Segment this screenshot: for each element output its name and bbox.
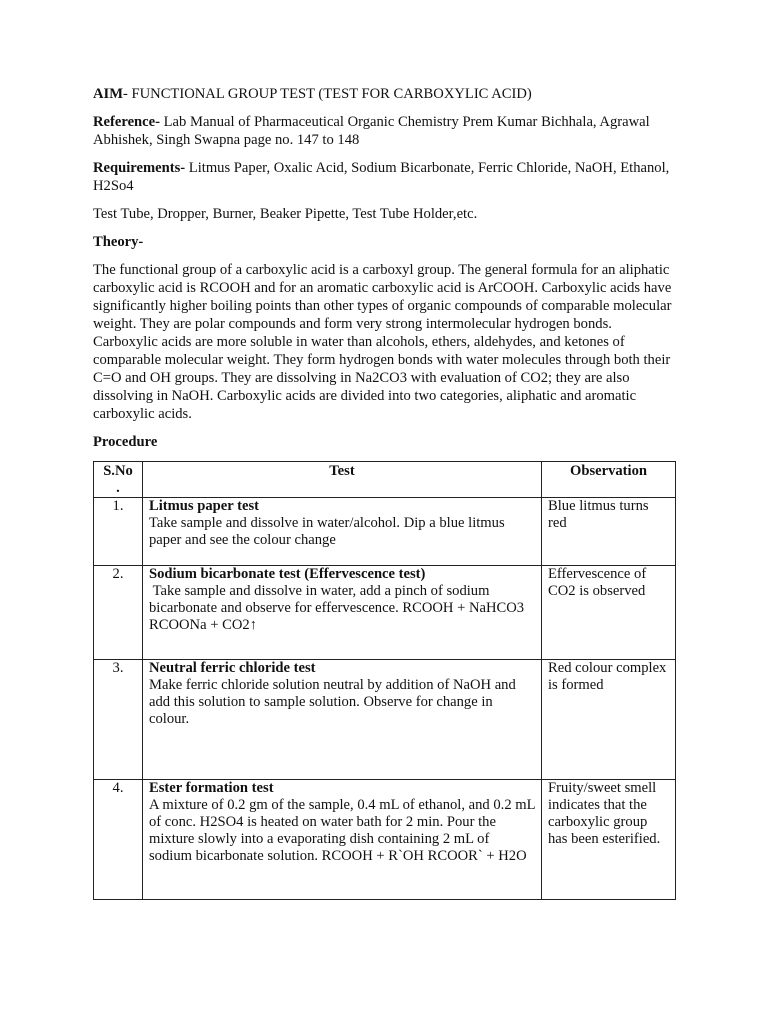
row-sno: 1. bbox=[94, 498, 143, 566]
document-page bbox=[93, 85, 675, 900]
row-observation: Blue litmus turns red bbox=[542, 498, 676, 566]
row-test bbox=[143, 780, 542, 900]
table-row bbox=[94, 566, 676, 660]
row-sno: 2. bbox=[94, 566, 143, 660]
row-test bbox=[143, 498, 542, 566]
requirements-line bbox=[93, 159, 675, 195]
test-title: Sodium bicarbonate test (Effervescence test) bbox=[149, 566, 426, 582]
procedure-table bbox=[93, 461, 676, 900]
table-header-row bbox=[94, 462, 676, 498]
reference-line bbox=[93, 113, 675, 149]
column-header-sno: S.No . bbox=[94, 462, 143, 498]
table-row bbox=[94, 780, 676, 900]
test-title: Ester formation test bbox=[149, 780, 274, 796]
test-description: Take sample and dissolve in water, add a pinch of sodium bicarbonate and observe for effervescence. RCOOH + NaHCO3 RCOONa + CO2↑ bbox=[149, 583, 528, 633]
reference-label: Reference- bbox=[93, 114, 160, 130]
row-sno: 3. bbox=[94, 660, 143, 780]
row-sno: 4. bbox=[94, 780, 143, 900]
column-header-test: Test bbox=[143, 462, 542, 498]
reference-text: Lab Manual of Pharmaceutical Organic Chemistry Prem Kumar Bichhala, Agrawal Abhishek, Singh Swapna page no. 147 to 148 bbox=[93, 114, 650, 148]
theory-text: The functional group of a carboxylic acid is a carboxyl group. The general formula for an aliphatic carboxylic acid is RCOOH and for an aromatic carboxylic acid is ArCOOH. Carboxylic acids have significantly higher boiling points than other types of organic compounds of comparable molecular weight. They are polar compounds and form very strong intermolecular hydrogen bonds. Carboxylic acids are more soluble in water than alcohols, ethers, aldehydes, and ketones of comparable molecular weight. They form hydrogen bonds with water molecules through both their C=O and OH groups. They are dissolving in Na2CO3 with evaluation of CO2; they are also dissolving in NaOH. Carboxylic acids are divided into two categories, aliphatic and aromatic carboxylic acids. bbox=[93, 262, 672, 422]
aim-text: - FUNCTIONAL GROUP TEST (TEST FOR CARBOXYLIC ACID) bbox=[123, 86, 532, 102]
row-test bbox=[143, 566, 542, 660]
test-title: Neutral ferric chloride test bbox=[149, 660, 316, 676]
test-description: Take sample and dissolve in water/alcohol. Dip a blue litmus paper and see the colour change bbox=[149, 515, 505, 548]
aim-label: AIM bbox=[93, 86, 123, 102]
row-observation: Fruity/sweet smell indicates that the carboxylic group has been esterified. bbox=[542, 780, 676, 900]
theory-heading: Theory- bbox=[93, 234, 144, 250]
row-test bbox=[143, 660, 542, 780]
aim-line bbox=[93, 85, 675, 103]
column-header-observation: Observation bbox=[542, 462, 676, 498]
table-row bbox=[94, 660, 676, 780]
procedure-heading: Procedure bbox=[93, 434, 158, 450]
test-description: Make ferric chloride solution neutral by addition of NaOH and add this solution to sample solution. Observe for change in colour. bbox=[149, 677, 516, 727]
requirements-label: Requirements- bbox=[93, 160, 186, 176]
row-observation: Effervescence of CO2 is observed bbox=[542, 566, 676, 660]
requirements-text: Litmus Paper, Oxalic Acid, Sodium Bicarbonate, Ferric Chloride, NaOH, Ethanol, H2So4 bbox=[93, 160, 670, 194]
test-description: A mixture of 0.2 gm of the sample, 0.4 mL of ethanol, and 0.2 mL of conc. H2SO4 is heated on water bath for 2 min. Pour the mixture slowly into a evaporating dish containing 2 mL of sodium bicarbonate solution. RCOOH + R`OH RCOOR` + H2O bbox=[149, 797, 535, 864]
row-observation: Red colour complex is formed bbox=[542, 660, 676, 780]
requirements-extra: Test Tube, Dropper, Burner, Beaker Pipette, Test Tube Holder,etc. bbox=[93, 206, 478, 222]
table-row bbox=[94, 498, 676, 566]
test-title: Litmus paper test bbox=[149, 498, 259, 514]
